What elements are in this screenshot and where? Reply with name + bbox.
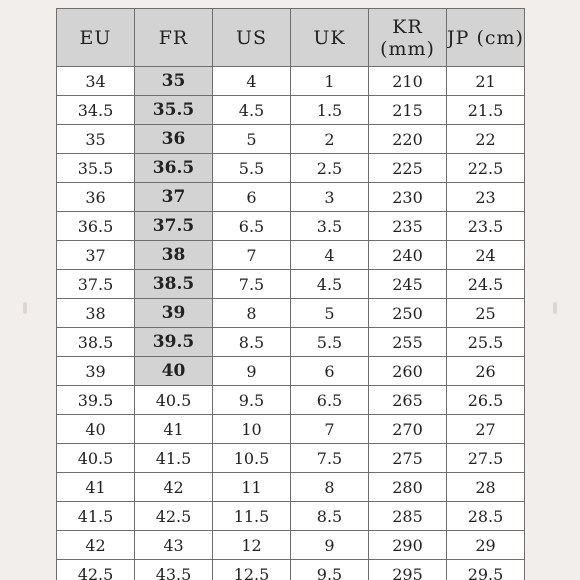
cell-uk: 1 xyxy=(291,67,369,96)
cell-kr: 235 xyxy=(369,212,447,241)
cell-us: 6.5 xyxy=(213,212,291,241)
cell-jp: 25 xyxy=(447,299,525,328)
cell-us: 8 xyxy=(213,299,291,328)
cell-kr: 215 xyxy=(369,96,447,125)
cell-eu: 37.5 xyxy=(57,270,135,299)
header-uk: UK xyxy=(291,9,369,67)
cell-fr: 37 xyxy=(135,183,213,212)
cell-kr: 245 xyxy=(369,270,447,299)
table-row xyxy=(57,212,525,241)
right-edge-marker xyxy=(553,302,557,314)
cell-jp: 27 xyxy=(447,415,525,444)
cell-us: 10 xyxy=(213,415,291,444)
cell-fr: 42 xyxy=(135,473,213,502)
cell-eu: 40.5 xyxy=(57,444,135,473)
cell-uk: 7 xyxy=(291,415,369,444)
cell-eu: 34 xyxy=(57,67,135,96)
table-row xyxy=(57,328,525,357)
cell-jp: 27.5 xyxy=(447,444,525,473)
table-row xyxy=(57,444,525,473)
cell-kr: 270 xyxy=(369,415,447,444)
cell-jp: 21 xyxy=(447,67,525,96)
cell-jp: 22.5 xyxy=(447,154,525,183)
cell-uk: 3.5 xyxy=(291,212,369,241)
table-row xyxy=(57,96,525,125)
cell-eu: 38.5 xyxy=(57,328,135,357)
cell-kr: 285 xyxy=(369,502,447,531)
cell-fr: 42.5 xyxy=(135,502,213,531)
cell-jp: 26.5 xyxy=(447,386,525,415)
cell-us: 12.5 xyxy=(213,560,291,580)
cell-fr: 40.5 xyxy=(135,386,213,415)
cell-eu: 38 xyxy=(57,299,135,328)
cell-fr: 43.5 xyxy=(135,560,213,580)
cell-kr: 230 xyxy=(369,183,447,212)
cell-us: 7 xyxy=(213,241,291,270)
cell-fr: 38 xyxy=(135,241,213,270)
cell-fr: 39.5 xyxy=(135,328,213,357)
cell-uk: 2 xyxy=(291,125,369,154)
cell-eu: 42.5 xyxy=(57,560,135,580)
cell-eu: 40 xyxy=(57,415,135,444)
cell-kr: 250 xyxy=(369,299,447,328)
cell-us: 4.5 xyxy=(213,96,291,125)
cell-jp: 21.5 xyxy=(447,96,525,125)
cell-eu: 42 xyxy=(57,531,135,560)
table-row xyxy=(57,386,525,415)
cell-eu: 35 xyxy=(57,125,135,154)
cell-uk: 9.5 xyxy=(291,560,369,580)
cell-uk: 3 xyxy=(291,183,369,212)
cell-uk: 1.5 xyxy=(291,96,369,125)
header-row xyxy=(57,9,525,67)
cell-uk: 8.5 xyxy=(291,502,369,531)
cell-us: 4 xyxy=(213,67,291,96)
cell-fr: 37.5 xyxy=(135,212,213,241)
table-row xyxy=(57,299,525,328)
header-jp: JP (cm) xyxy=(447,9,525,67)
cell-fr: 35 xyxy=(135,67,213,96)
table-row xyxy=(57,154,525,183)
cell-eu: 34.5 xyxy=(57,96,135,125)
cell-uk: 6.5 xyxy=(291,386,369,415)
cell-eu: 39.5 xyxy=(57,386,135,415)
cell-fr: 40 xyxy=(135,357,213,386)
cell-eu: 37 xyxy=(57,241,135,270)
cell-jp: 22 xyxy=(447,125,525,154)
cell-eu: 35.5 xyxy=(57,154,135,183)
header-kr-label: KR xyxy=(392,15,423,38)
table-row xyxy=(57,415,525,444)
cell-jp: 29.5 xyxy=(447,560,525,580)
table-body xyxy=(57,67,525,580)
cell-eu: 39 xyxy=(57,357,135,386)
cell-jp: 25.5 xyxy=(447,328,525,357)
cell-uk: 5.5 xyxy=(291,328,369,357)
cell-jp: 23.5 xyxy=(447,212,525,241)
cell-uk: 4 xyxy=(291,241,369,270)
table-row xyxy=(57,473,525,502)
cell-uk: 9 xyxy=(291,531,369,560)
table-row xyxy=(57,67,525,96)
table-row xyxy=(57,502,525,531)
cell-us: 5 xyxy=(213,125,291,154)
cell-jp: 29 xyxy=(447,531,525,560)
cell-fr: 41 xyxy=(135,415,213,444)
table-row xyxy=(57,531,525,560)
cell-us: 7.5 xyxy=(213,270,291,299)
cell-jp: 26 xyxy=(447,357,525,386)
cell-kr: 225 xyxy=(369,154,447,183)
cell-kr: 295 xyxy=(369,560,447,580)
cell-us: 12 xyxy=(213,531,291,560)
table-row xyxy=(57,560,525,580)
cell-eu: 41.5 xyxy=(57,502,135,531)
table-row xyxy=(57,183,525,212)
cell-eu: 36 xyxy=(57,183,135,212)
cell-kr: 240 xyxy=(369,241,447,270)
cell-fr: 35.5 xyxy=(135,96,213,125)
cell-jp: 28 xyxy=(447,473,525,502)
cell-uk: 8 xyxy=(291,473,369,502)
header-fr: FR xyxy=(135,9,213,67)
table-row xyxy=(57,357,525,386)
cell-fr: 43 xyxy=(135,531,213,560)
cell-uk: 2.5 xyxy=(291,154,369,183)
cell-uk: 4.5 xyxy=(291,270,369,299)
cell-jp: 24.5 xyxy=(447,270,525,299)
cell-us: 9 xyxy=(213,357,291,386)
cell-fr: 41.5 xyxy=(135,444,213,473)
cell-kr: 260 xyxy=(369,357,447,386)
cell-fr: 39 xyxy=(135,299,213,328)
header-kr xyxy=(369,9,447,67)
cell-kr: 210 xyxy=(369,67,447,96)
cell-kr: 255 xyxy=(369,328,447,357)
cell-kr: 220 xyxy=(369,125,447,154)
cell-uk: 7.5 xyxy=(291,444,369,473)
cell-us: 9.5 xyxy=(213,386,291,415)
cell-kr: 265 xyxy=(369,386,447,415)
cell-fr: 36 xyxy=(135,125,213,154)
cell-us: 11 xyxy=(213,473,291,502)
shoe-size-conversion-table xyxy=(56,8,525,580)
header-eu: EU xyxy=(57,9,135,67)
header-kr-unit: (mm) xyxy=(380,37,435,60)
cell-jp: 28.5 xyxy=(447,502,525,531)
cell-us: 6 xyxy=(213,183,291,212)
cell-us: 11.5 xyxy=(213,502,291,531)
cell-us: 5.5 xyxy=(213,154,291,183)
cell-fr: 38.5 xyxy=(135,270,213,299)
cell-kr: 280 xyxy=(369,473,447,502)
table-row xyxy=(57,125,525,154)
cell-jp: 24 xyxy=(447,241,525,270)
cell-uk: 6 xyxy=(291,357,369,386)
cell-eu: 41 xyxy=(57,473,135,502)
cell-fr: 36.5 xyxy=(135,154,213,183)
table-row xyxy=(57,270,525,299)
table-header xyxy=(57,9,525,67)
cell-uk: 5 xyxy=(291,299,369,328)
header-us: US xyxy=(213,9,291,67)
cell-jp: 23 xyxy=(447,183,525,212)
table-row xyxy=(57,241,525,270)
cell-kr: 290 xyxy=(369,531,447,560)
cell-us: 8.5 xyxy=(213,328,291,357)
left-edge-marker xyxy=(23,302,27,314)
cell-eu: 36.5 xyxy=(57,212,135,241)
cell-kr: 275 xyxy=(369,444,447,473)
cell-us: 10.5 xyxy=(213,444,291,473)
